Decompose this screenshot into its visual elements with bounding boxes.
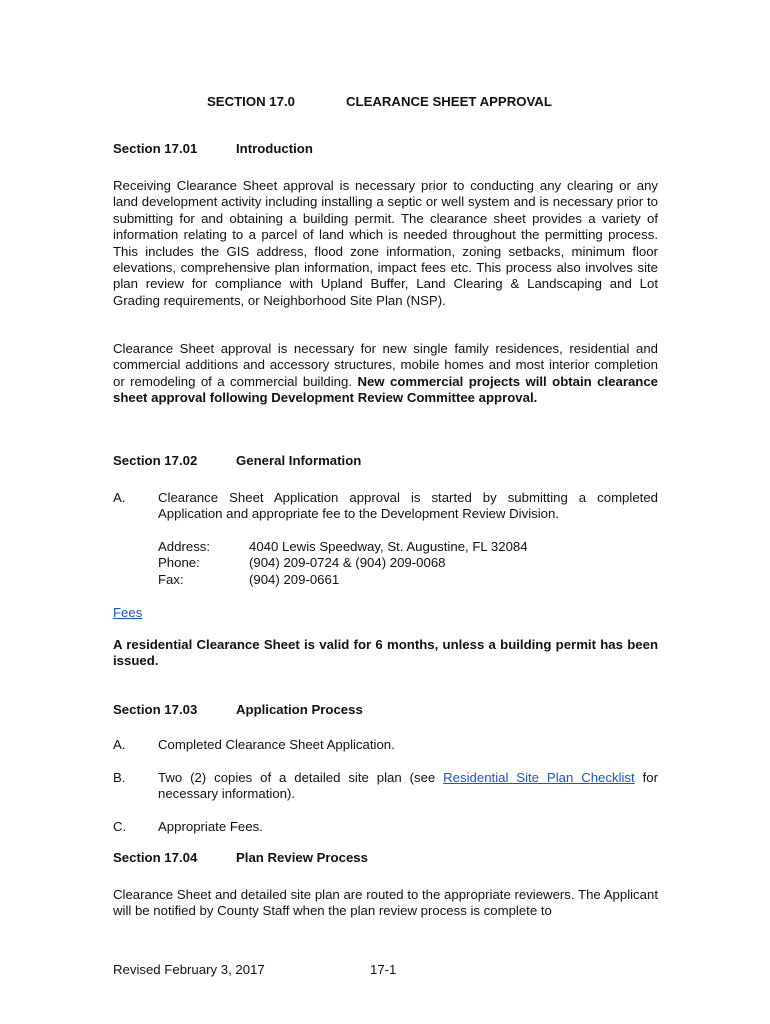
section-title: CLEARANCE SHEET APPROVAL — [346, 94, 552, 109]
applicability-paragraph — [113, 341, 658, 407]
step-b-after: for necessary information). — [158, 770, 658, 802]
section-1701-number: Section 17.01 — [113, 141, 198, 156]
commercial-note: New commercial projects will obtain clearance sheet approval following Development Review Committee approval. — [113, 373, 659, 406]
step-b-label: B. — [113, 770, 126, 785]
section-1702-title: General Information — [236, 453, 362, 468]
footer-revised-date: Revised February 3, 2017 — [113, 962, 265, 977]
validity-note: A residential Clearance Sheet is valid for 6 months, unless a building permit has been issued. — [113, 637, 658, 669]
phone-value: (904) 209-0724 & (904) 209-0068 — [249, 555, 446, 570]
applicability-text: Clearance Sheet approval is necessary for new single family residences, residential and commercial additions and accessory structures, mobile homes and most interior completion or remodeling of a commercial building. — [113, 341, 658, 389]
section-1703-number: Section 17.03 — [113, 702, 198, 717]
step-b-before: Two (2) copies of a detailed site plan (see — [158, 770, 444, 785]
section-number: SECTION 17.0 — [207, 94, 295, 109]
footer-page-number: 17-1 — [370, 962, 397, 977]
fax-value: (904) 209-0661 — [249, 572, 340, 587]
section-1703-title: Application Process — [236, 702, 363, 717]
fax-label: Fax: — [158, 572, 184, 587]
section-1704-number: Section 17.04 — [113, 850, 198, 865]
step-b-text — [158, 770, 658, 803]
section-1701-title: Introduction — [236, 141, 313, 156]
section-1702-number: Section 17.02 — [113, 453, 198, 468]
address-label: Address: — [158, 539, 211, 554]
step-a-label: A. — [113, 737, 126, 752]
item-a-text: Clearance Sheet Application approval is started by submitting a completed Application and appropriate fee to the Development Review Division. — [158, 490, 658, 522]
site-plan-checklist-link[interactable]: Residential Site Plan Checklist — [443, 770, 635, 785]
section-1704-title: Plan Review Process — [236, 850, 368, 865]
intro-paragraph: Receiving Clearance Sheet approval is necessary prior to conducting any clearing or any land development activity including installing a septic or well system and is necessary prior to submitting for and obtaining a building permit. The clearance sheet provides a variety of information relating to a parcel of land which is needed throughout the permitting process. This includes the GIS address, flood zone information, zoning setbacks, minimum floor elevations, comprehensive plan information, impact fees etc. This process also involves site plan review for compliance with Upland Buffer, Land Clearing & Landscaping and Lot Grading requirements, or Neighborhood Site Plan (NSP). — [113, 178, 658, 308]
item-a-label: A. — [113, 490, 126, 505]
plan-review-paragraph: Clearance Sheet and detailed site plan are routed to the appropriate reviewers. The Applicant will be notified by County Staff when the plan review process is complete to — [113, 887, 658, 919]
step-c-text: Appropriate Fees. — [158, 819, 263, 834]
step-c-label: C. — [113, 819, 127, 834]
phone-label: Phone: — [158, 555, 200, 570]
fees-link[interactable]: Fees — [113, 605, 143, 620]
step-a-text: Completed Clearance Sheet Application. — [158, 737, 395, 752]
address-value: 4040 Lewis Speedway, St. Augustine, FL 32084 — [249, 539, 528, 554]
